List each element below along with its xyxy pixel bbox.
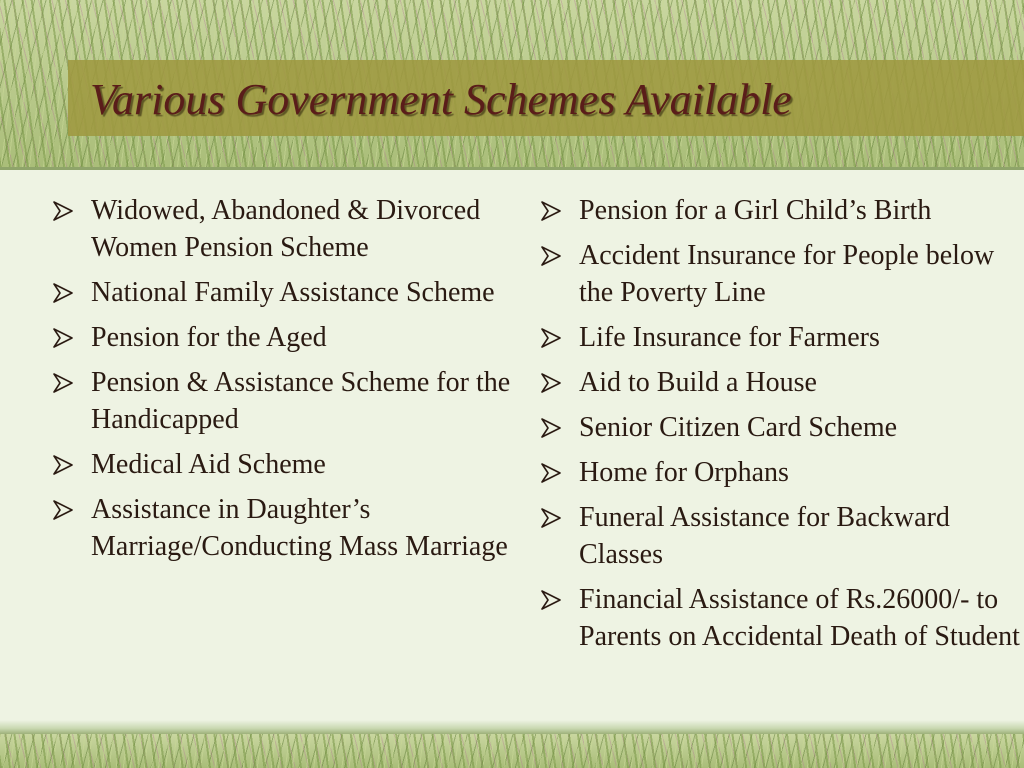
list-item <box>540 499 1020 573</box>
list-item <box>540 192 1020 229</box>
list-item-label: Aid to Build a House <box>579 367 817 398</box>
list-item-label: Life Insurance for Farmers <box>579 322 880 353</box>
slide-title: Various Government Schemes Available <box>90 75 792 124</box>
list-item-label: Pension & Assistance Scheme for the Handicapped <box>91 367 511 435</box>
footer-grass-background <box>0 734 1024 768</box>
left-scheme-list <box>52 192 512 573</box>
list-item <box>540 581 1020 655</box>
chevron-arrow-icon <box>540 246 562 266</box>
list-item-label: Accident Insurance for People below the Poverty Line <box>579 240 995 308</box>
list-item-label: Senior Citizen Card Scheme <box>579 412 898 443</box>
chevron-arrow-icon <box>52 373 74 393</box>
chevron-arrow-icon <box>52 500 74 520</box>
chevron-arrow-icon <box>540 418 562 438</box>
footer-divider <box>0 720 1024 734</box>
chevron-arrow-icon <box>540 373 562 393</box>
list-item <box>540 364 1020 401</box>
list-item-label: Medical Aid Scheme <box>91 449 326 480</box>
list-item-label: National Family Assistance Scheme <box>91 277 495 308</box>
list-item <box>540 409 1020 446</box>
list-item <box>540 319 1020 356</box>
list-item <box>52 192 512 266</box>
chevron-arrow-icon <box>540 463 562 483</box>
chevron-arrow-icon <box>52 328 74 348</box>
right-scheme-list <box>540 192 1020 663</box>
list-item-label: Pension for a Girl Child’s Birth <box>579 195 932 226</box>
list-item <box>540 237 1020 311</box>
chevron-arrow-icon <box>52 201 74 221</box>
list-item-label: Financial Assistance of Rs.26000/- to Parents on Accidental Death of Student <box>579 584 1020 652</box>
chevron-arrow-icon <box>540 590 562 610</box>
list-item-label: Widowed, Abandoned & Divorced Women Pension Scheme <box>91 195 481 263</box>
list-item <box>52 446 512 483</box>
list-item <box>52 274 512 311</box>
list-item <box>540 454 1020 491</box>
chevron-arrow-icon <box>540 508 562 528</box>
list-item <box>52 491 512 565</box>
chevron-arrow-icon <box>52 283 74 303</box>
chevron-arrow-icon <box>52 455 74 475</box>
list-item-label: Home for Orphans <box>579 457 789 488</box>
chevron-arrow-icon <box>540 201 562 221</box>
list-item <box>52 319 512 356</box>
list-item-label: Funeral Assistance for Backward Classes <box>579 502 950 570</box>
list-item-label: Assistance in Daughter’s Marriage/Conducting Mass Marriage <box>91 494 508 562</box>
chevron-arrow-icon <box>540 328 562 348</box>
list-item <box>52 364 512 438</box>
list-item-label: Pension for the Aged <box>91 322 327 353</box>
